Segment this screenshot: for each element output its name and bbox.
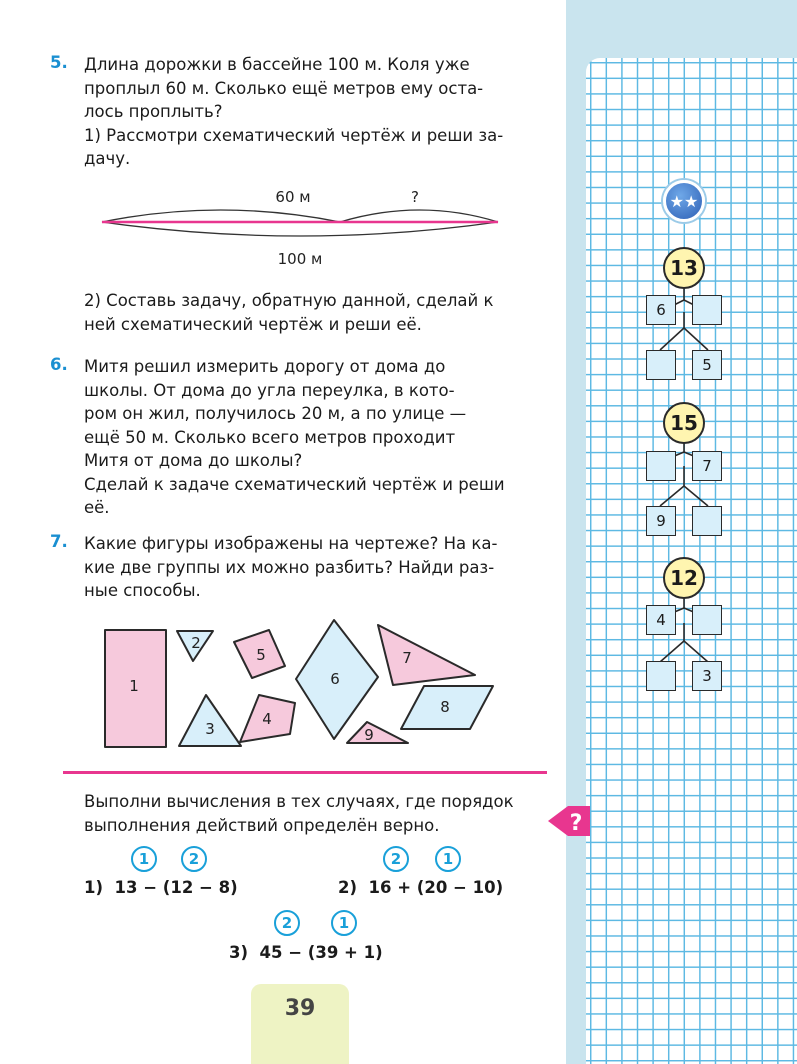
task-5-line: Длина дорожки в бассейне 100 м. Коля уже xyxy=(84,55,470,74)
task-6-line: школы. От дома до угла переулка, в кото- xyxy=(84,380,455,400)
task-6-line: её. xyxy=(84,498,110,517)
expression-label: 1) xyxy=(84,878,104,897)
task-5-line: проплыл 60 м. Сколько ещё метров ему оста- xyxy=(84,78,484,98)
label-unknown: ? xyxy=(411,188,419,206)
tree-total-circle: 13 xyxy=(663,247,705,289)
expression-label: 3) xyxy=(229,943,249,962)
task-5-part2-line: 2) Составь задачу, обратную данной, сделай к xyxy=(84,291,494,310)
order-task-line: Выполни вычисления в тех случаях, где порядок xyxy=(84,792,514,811)
tree-box[interactable] xyxy=(646,350,676,380)
expression-label: 2) xyxy=(338,878,358,897)
task-6-line: Митя решил измерить дорогу от дома до xyxy=(84,357,446,376)
task-7-line: кие две группы их можно разбить? Найди раз- xyxy=(84,557,495,577)
task-5-part2 xyxy=(84,289,547,336)
order-circle: 1 xyxy=(331,910,357,936)
shape-label: 6 xyxy=(330,670,340,688)
order-circle: 1 xyxy=(435,846,461,872)
segment-diagram xyxy=(90,178,510,273)
task-5-number: 5. xyxy=(50,53,68,72)
shapes-figure xyxy=(95,615,505,755)
task-6-line: ещё 50 м. Сколько всего метров проходит xyxy=(84,427,456,447)
tree-box[interactable] xyxy=(646,661,676,691)
task-7-line: ные способы. xyxy=(84,581,201,600)
page-number: 39 xyxy=(251,984,349,1064)
label-100m: 100 м xyxy=(277,250,323,268)
task-6-text xyxy=(84,355,547,520)
shape-label: 1 xyxy=(129,677,139,695)
svg-text:?: ? xyxy=(569,811,583,836)
task-5-line: дачу. xyxy=(84,149,131,168)
tree-box[interactable] xyxy=(692,605,722,635)
shape-label: 3 xyxy=(205,720,215,738)
tree-box[interactable] xyxy=(646,451,676,481)
task-5-part2-line: ней схематический чертёж и реши её. xyxy=(84,314,422,334)
shape-7-triangle xyxy=(378,625,475,685)
order-task-text xyxy=(84,790,547,837)
task-6-line: ром он жил, получилось 20 м, а по улице — xyxy=(84,404,467,423)
expression-text: 13 − (12 − 8) xyxy=(114,878,238,897)
task-7-number: 7. xyxy=(50,532,68,551)
shape-label: 5 xyxy=(256,646,266,664)
tree-box[interactable]: 9 xyxy=(646,506,676,536)
tree-total-circle: 12 xyxy=(663,557,705,599)
task-5-text xyxy=(84,53,547,171)
shape-label: 2 xyxy=(191,634,201,652)
tree-box[interactable]: 6 xyxy=(646,295,676,325)
task-7-text xyxy=(84,532,547,603)
task-6-line: Сделай к задаче схематический чертёж и реши xyxy=(84,474,505,494)
section-divider xyxy=(63,771,547,774)
stars-icon: ★★ xyxy=(663,180,705,222)
tree-box[interactable] xyxy=(692,506,722,536)
task-5-line: лось проплыть? xyxy=(84,102,223,121)
order-circle: 1 xyxy=(131,846,157,872)
shape-label: 8 xyxy=(440,698,450,716)
order-circle: 2 xyxy=(181,846,207,872)
task-6-number: 6. xyxy=(50,355,68,374)
expression-text: 45 − (39 + 1) xyxy=(259,943,383,962)
label-60m: 60 м xyxy=(275,188,311,206)
order-circle: 2 xyxy=(383,846,409,872)
tree-box[interactable] xyxy=(692,295,722,325)
task-5-line: 1) Рассмотри схематический чертёж и реши за- xyxy=(84,125,504,145)
expression-1 xyxy=(84,878,238,897)
task-7-line: Какие фигуры изображены на чертеже? На ка- xyxy=(84,534,498,553)
expression-2 xyxy=(338,878,503,897)
order-task-line: выполнения действий определён верно. xyxy=(84,815,440,835)
tree-box[interactable]: 5 xyxy=(692,350,722,380)
tree-total-circle: 15 xyxy=(663,402,705,444)
tree-box[interactable]: 4 xyxy=(646,605,676,635)
question-mark-icon xyxy=(548,800,590,842)
shape-label: 4 xyxy=(262,710,272,728)
shape-label: 7 xyxy=(402,649,412,667)
tree-box[interactable]: 7 xyxy=(692,451,722,481)
expression-text: 16 + (20 − 10) xyxy=(368,878,504,897)
expression-3 xyxy=(229,943,383,962)
shape-9-triangle xyxy=(347,722,408,743)
tree-box[interactable]: 3 xyxy=(692,661,722,691)
task-6-line: Митя от дома до школы? xyxy=(84,451,303,470)
shape-label: 9 xyxy=(364,726,374,744)
order-circle: 2 xyxy=(274,910,300,936)
